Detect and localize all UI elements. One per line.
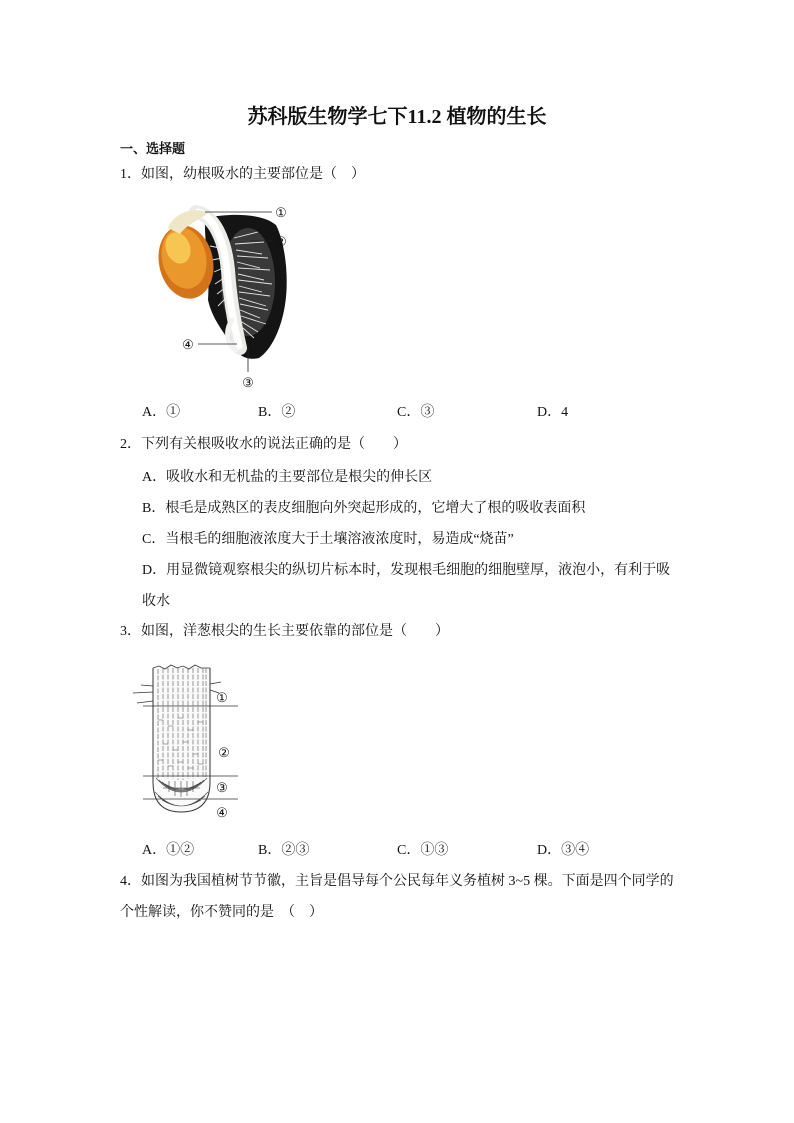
question-3-option-a: A．①② bbox=[142, 843, 195, 858]
figure-label-3: ③ bbox=[216, 780, 228, 795]
figure-label-1: ① bbox=[216, 690, 228, 705]
question-2-option-b: B．根毛是成熟区的表皮细胞向外突起形成的，它增大了根的吸收表面积 bbox=[142, 501, 586, 516]
figure-label-4: ④ bbox=[216, 805, 228, 820]
question-1-option-a: A．① bbox=[142, 405, 181, 420]
question-3-option-d: D．③④ bbox=[537, 843, 590, 858]
figure-label-2: ② bbox=[275, 234, 287, 249]
question-2-option-a: A．吸收水和无机盐的主要部位是根尖的伸长区 bbox=[142, 470, 433, 485]
question-1-figure bbox=[140, 198, 305, 393]
page-title: 苏科版生物学七下11.2 植物的生长 bbox=[247, 106, 547, 128]
question-3-option-c: C．①③ bbox=[397, 843, 449, 858]
figure-label-4: ④ bbox=[182, 337, 194, 352]
figure-label-3: ③ bbox=[242, 375, 254, 390]
root-outline bbox=[153, 668, 210, 812]
question-1-option-d: D．4 bbox=[537, 405, 569, 420]
root-tip-diagram bbox=[125, 660, 250, 830]
question-2-stem: 2．下列有关根吸收水的说法正确的是（ ） bbox=[120, 437, 407, 452]
question-3-figure bbox=[125, 660, 250, 830]
question-3-option-b: B．②③ bbox=[258, 843, 310, 858]
question-1-option-c: C．③ bbox=[397, 405, 435, 420]
question-2-option-c: C．当根毛的细胞液浓度大于土壤溶液浓度时，易造成“烧苗” bbox=[142, 532, 514, 547]
section-heading: 一、选择题 bbox=[120, 141, 186, 156]
figure-label-1: ① bbox=[275, 205, 287, 220]
question-4-stem: 4．如图为我国植树节节徽，主旨是倡导每个公民每年义务植树 3~5 棵。下面是四个同学的个性解读，你不赞同的是 （ ） bbox=[120, 874, 674, 920]
seedling-root-image bbox=[140, 198, 305, 393]
question-3-stem: 3．如图，洋葱根尖的生长主要依靠的部位是（ ） bbox=[120, 624, 449, 639]
question-2-option-d: D．用显微镜观察根尖的纵切片标本时，发现根毛细胞的细胞壁厚，液泡小，有利于吸收水 bbox=[142, 563, 671, 609]
question-2-options bbox=[142, 462, 676, 617]
question-1-option-b: B．② bbox=[258, 405, 296, 420]
figure-label-2: ② bbox=[218, 745, 230, 760]
question-1-stem: 1．如图，幼根吸水的主要部位是（ ） bbox=[120, 167, 365, 182]
